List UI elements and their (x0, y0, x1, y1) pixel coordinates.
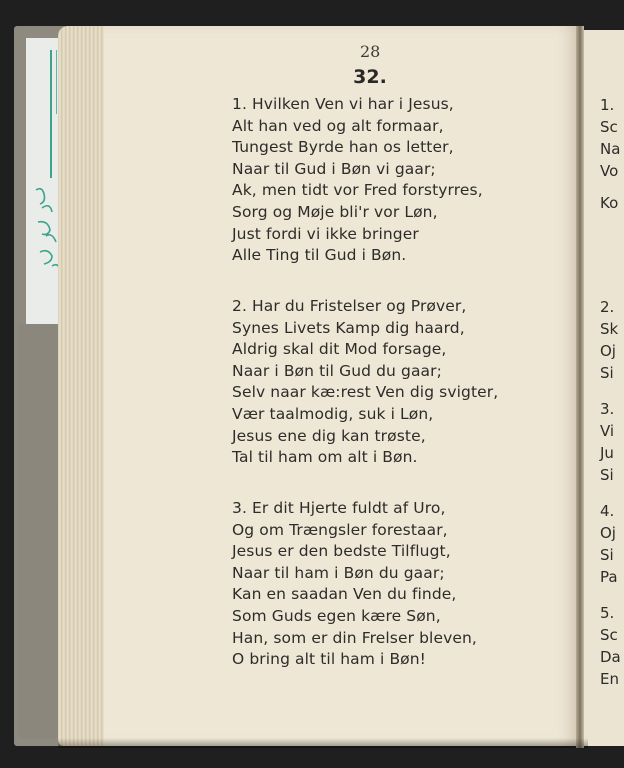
bottom-shadow (58, 738, 588, 748)
next-page-fragment: Da (600, 648, 621, 666)
next-page-fragment: 5. (600, 604, 615, 622)
verse-line: Vær taalmodig, suk i Løn, (232, 404, 434, 423)
next-page-fragment: Pa (600, 568, 618, 586)
next-page-fragment: Vo (600, 162, 619, 180)
verse-3 (232, 498, 572, 671)
board-label-line-thin (56, 50, 57, 114)
next-page-fragment: Si (600, 466, 614, 484)
next-page-fragment: Na (600, 140, 621, 158)
board-label-line (50, 50, 52, 178)
next-page-fragment: 4. (600, 502, 615, 520)
verse-line: Som Guds egen kære Søn, (232, 606, 441, 625)
next-page-fragment: Sc (600, 118, 618, 136)
verse-line: Kan en saadan Ven du finde, (232, 585, 457, 604)
hymn-number: 32. (353, 66, 387, 88)
verse-line: Sorg og Møje bli'r vor Løn, (232, 202, 438, 221)
next-page-fragment: Oj (600, 524, 616, 542)
next-page-fragment: Si (600, 364, 614, 382)
verse-line: Selv naar kæ:rest Ven dig svigter, (232, 383, 499, 402)
next-page-fragment: 1. (600, 96, 615, 114)
next-page (584, 30, 624, 746)
verse-line: Han, som er din Frelser bleven, (232, 628, 477, 647)
verse-line: Naar til Gud i Bøn vi gaar; (232, 159, 436, 178)
next-page-fragment: Ko (600, 194, 619, 212)
verse-line: O bring alt til ham i Bøn! (232, 650, 426, 669)
verse-line: 2. Har du Fristelser og Prøver, (232, 297, 467, 315)
verse-line: Og om Trængsler forestaar, (232, 520, 448, 539)
page-gutter (576, 26, 584, 748)
next-page-fragment: 3. (600, 400, 615, 418)
next-page-fragment: Oj (600, 342, 616, 360)
next-page-fragment: Ju (600, 444, 614, 462)
verse-2 (232, 296, 572, 469)
verse-line: Tal til ham om alt i Bøn. (232, 448, 418, 467)
next-page-fragment: Sk (600, 320, 619, 338)
next-page-fragment: En (600, 670, 619, 688)
next-page-fragment: Sc (600, 626, 618, 644)
verse-line: Alle Ting til Gud i Bøn. (232, 246, 407, 265)
verse-line: Naar i Bøn til Gud du gaar; (232, 361, 442, 380)
verse-line: Just fordi vi ikke bringer (232, 224, 419, 243)
verse-1 (232, 94, 572, 267)
verse-line: Tungest Byrde han os letter, (232, 138, 454, 157)
verse-line: Synes Livets Kamp dig haard, (232, 318, 465, 337)
next-page-fragment: Vi (600, 422, 615, 440)
verse-line: Alt han ved og alt formaar, (232, 116, 444, 135)
page-number: 28 (360, 42, 381, 61)
verse-line: Naar til ham i Bøn du gaar; (232, 563, 445, 582)
verse-line: Jesus ene dig kan trøste, (232, 426, 426, 445)
verse-line: Aldrig skal dit Mod forsage, (232, 340, 447, 359)
verse-line: Jesus er den bedste Tilflugt, (232, 542, 451, 561)
next-page-fragment: Si (600, 546, 614, 564)
verse-line: 1. Hvilken Ven vi har i Jesus, (232, 95, 454, 113)
verse-line: 3. Er dit Hjerte fuldt af Uro, (232, 499, 446, 517)
verse-line: Ak, men tidt vor Fred forstyrres, (232, 181, 483, 200)
next-page-fragment: 2. (600, 298, 615, 316)
